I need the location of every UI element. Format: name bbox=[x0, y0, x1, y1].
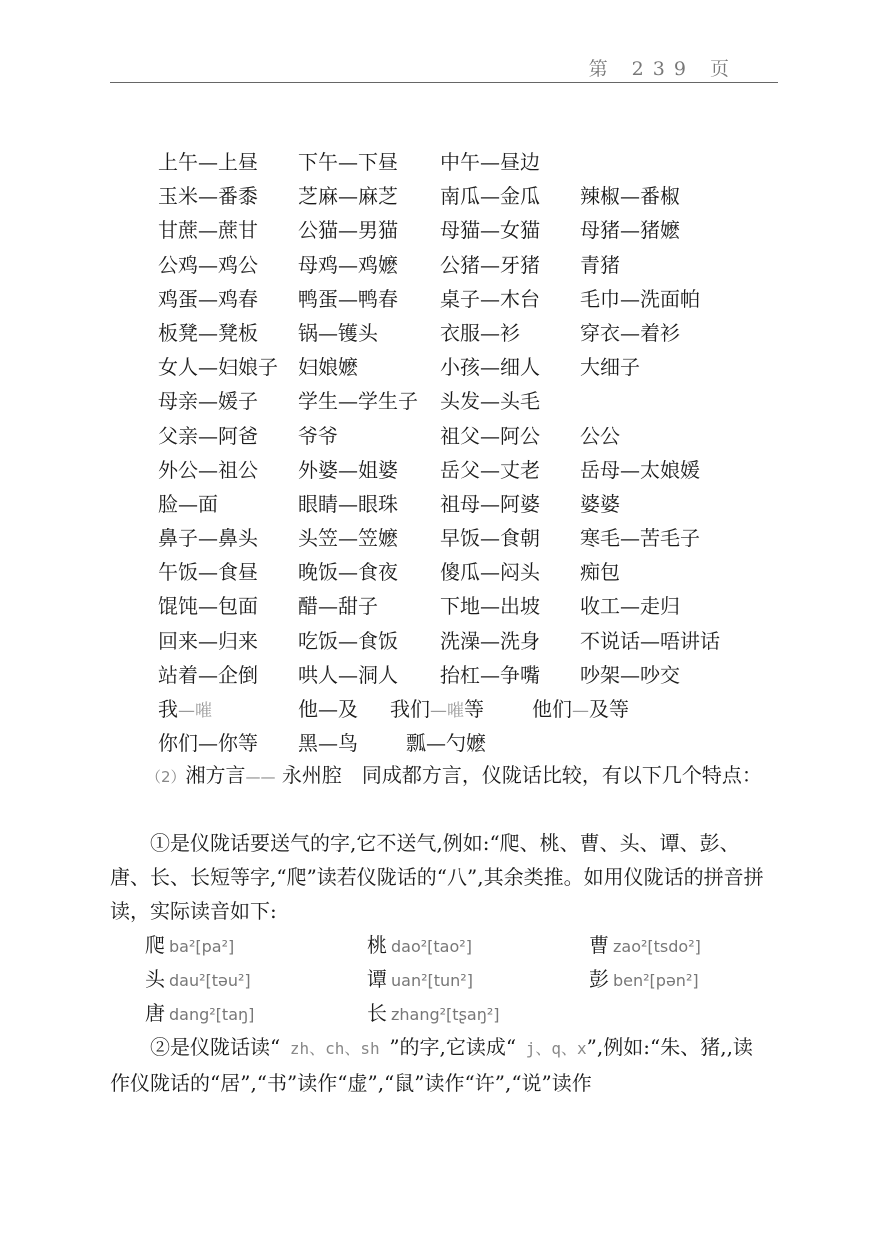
character: 桃 bbox=[367, 933, 387, 957]
vocab-entry: 岳母—太娘媛 bbox=[580, 457, 700, 482]
vocab-entry: 芝麻—麻芝 bbox=[298, 184, 398, 209]
vocab-entry: 公猫—男猫 bbox=[298, 218, 398, 243]
vocab-entry: 他—及 bbox=[298, 697, 358, 721]
vocab-row bbox=[158, 145, 778, 179]
paragraph-retroflex: ②是仪陇话读“ zh、ch、sh ”的字,它读成“ j、q、x”,例如:“朱、猪,,读作仪陇话的“居”,“书”读作“虚”,“鼠”读作“许”,“说”读作 bbox=[110, 1035, 753, 1095]
vocab-row bbox=[158, 419, 778, 453]
pronunciation-table bbox=[145, 928, 775, 1030]
vocab-row bbox=[158, 487, 778, 521]
vocab-entry: 不说话—唔讲话 bbox=[580, 628, 720, 653]
vocab-entry: 午饭—食昼 bbox=[158, 560, 258, 585]
pronunciation-entry bbox=[367, 962, 589, 998]
vocab-entry: 桌子—木台 bbox=[440, 286, 540, 311]
vocab-entry: 鸡蛋—鸡春 bbox=[158, 286, 258, 311]
vocab-row bbox=[158, 316, 778, 350]
vocab-entry: 瓢—勺嬷 bbox=[406, 731, 486, 756]
pinyin-ipa: dang²[taŋ] bbox=[169, 1005, 255, 1024]
pinyin-ipa: ben²[pən²] bbox=[613, 971, 699, 990]
character: 头 bbox=[145, 967, 165, 991]
vocabulary-list bbox=[158, 145, 778, 692]
vocab-entry: 哄人—洞人 bbox=[298, 662, 398, 687]
vocab-entry: 公鸡—鸡公 bbox=[158, 252, 258, 277]
vocab-entry: 下午—下昼 bbox=[298, 150, 398, 174]
vocab-entry: 站着—企倒 bbox=[158, 662, 258, 687]
pronunciation-entry bbox=[367, 996, 589, 1032]
pronunciation-entry bbox=[589, 962, 769, 998]
character: 谭 bbox=[367, 967, 387, 991]
vocabulary-list-tail bbox=[158, 692, 778, 760]
vocab-entry: 公公 bbox=[580, 423, 620, 448]
vocab-row bbox=[158, 248, 778, 282]
vocab-row bbox=[158, 179, 778, 213]
vocab-entry: 外公—祖公 bbox=[158, 457, 258, 482]
vocab-entry: 抬杠—争嘴 bbox=[440, 662, 540, 687]
character: 唐 bbox=[145, 1001, 165, 1025]
vocab-row bbox=[158, 658, 778, 692]
page-header bbox=[110, 48, 778, 83]
vocab-entry: 南瓜—金瓜 bbox=[440, 184, 540, 209]
pronunciation-row bbox=[145, 962, 775, 996]
vocab-entry: 晚饭—食夜 bbox=[298, 560, 398, 585]
vocab-row bbox=[158, 589, 778, 623]
vocab-row bbox=[158, 692, 778, 726]
vocab-entry: 女人—妇娘子 bbox=[158, 355, 278, 380]
paragraph-xiang-dialect: （2）湘方言—— 永州腔 同成都方言，仪陇话比较，有以下几个特点： bbox=[146, 763, 762, 787]
vocab-entry: 小孩—细人 bbox=[440, 355, 540, 380]
vocab-entry: 岳父—丈老 bbox=[440, 457, 540, 482]
vocab-entry: 学生—学生子 bbox=[298, 389, 418, 414]
character: 彭 bbox=[589, 967, 609, 991]
vocab-row bbox=[158, 555, 778, 589]
vocab-row bbox=[158, 384, 778, 418]
vocab-entry: 馄饨—包面 bbox=[158, 594, 258, 619]
vocab-entry: 甘蔗—蔗甘 bbox=[158, 218, 258, 243]
pronunciation-entry bbox=[589, 928, 769, 964]
vocab-row bbox=[158, 624, 778, 658]
vocab-entry: 我们—嗺等 bbox=[390, 697, 484, 721]
vocab-entry: 脸—面 bbox=[158, 491, 218, 516]
vocab-entry: 锅—镬头 bbox=[298, 320, 378, 345]
vocab-entry: 回来—归来 bbox=[158, 628, 258, 653]
vocab-row bbox=[158, 521, 778, 555]
paragraph-aspiration: ①是仪陇话要送气的字,它不送气,例如:“爬、桃、曹、头、谭、彭、唐、长、长短等字,“爬”读若仪陇话的“八”,其余类推。如用仪陇话的拼音拼读，实际读音如下: bbox=[110, 831, 764, 923]
vocab-entry: 母猪—猪嬷 bbox=[580, 218, 680, 243]
vocab-entry: 父亲—阿爸 bbox=[158, 423, 258, 448]
pronunciation-entry bbox=[145, 962, 367, 998]
vocab-entry: 头发—头毛 bbox=[440, 389, 540, 414]
vocab-entry: 毛巾—洗面帕 bbox=[580, 286, 700, 311]
vocab-entry: 中午—昼边 bbox=[440, 150, 540, 174]
vocab-entry: 他们—及等 bbox=[532, 697, 629, 721]
vocab-entry: 外婆—姐婆 bbox=[298, 457, 398, 482]
vocab-entry: 鼻子—鼻头 bbox=[158, 526, 258, 551]
vocab-entry: 早饭—食朝 bbox=[440, 526, 540, 551]
vocab-entry: 痴包 bbox=[580, 560, 620, 585]
vocab-entry: 吃饭—食饭 bbox=[298, 628, 398, 653]
vocab-entry: 眼睛—眼珠 bbox=[298, 491, 398, 516]
vocab-entry: 公猪—牙猪 bbox=[440, 252, 540, 277]
vocab-entry: 母猫—女猫 bbox=[440, 218, 540, 243]
page-number: 第 239 页 bbox=[588, 58, 738, 80]
vocab-row bbox=[158, 282, 778, 316]
vocab-entry: 醋—甜子 bbox=[298, 594, 378, 619]
vocab-entry: 鸭蛋—鸭春 bbox=[298, 286, 398, 311]
pronunciation-row bbox=[145, 996, 775, 1030]
pronunciation-entry bbox=[367, 928, 589, 964]
pinyin-ipa: zhang²[tʂaŋ²] bbox=[391, 1005, 500, 1024]
pinyin-ipa: dao²[tao²] bbox=[391, 937, 472, 956]
vocab-entry: 傻瓜—闷头 bbox=[440, 560, 540, 585]
vocab-entry: 上午—上昼 bbox=[158, 150, 258, 174]
vocab-entry: 大细子 bbox=[580, 355, 640, 380]
pinyin-ipa: uan²[tun²] bbox=[391, 971, 473, 990]
vocab-row bbox=[158, 726, 778, 760]
vocab-entry: 祖父—阿公 bbox=[440, 423, 540, 448]
character: 长 bbox=[367, 1001, 387, 1025]
character: 曹 bbox=[589, 933, 609, 957]
vocab-entry: 爷爷 bbox=[298, 423, 338, 448]
vocab-entry: 板凳—凳板 bbox=[158, 320, 258, 345]
vocab-entry: 黑—鸟 bbox=[298, 731, 358, 756]
pinyin-ipa: ba²[pa²] bbox=[169, 937, 235, 956]
pronunciation-entry bbox=[145, 928, 367, 964]
vocab-entry: 辣椒—番椒 bbox=[580, 184, 680, 209]
vocab-entry: 衣服—衫 bbox=[440, 320, 520, 345]
vocab-entry: 玉米—番黍 bbox=[158, 184, 258, 209]
vocab-entry: 祖母—阿婆 bbox=[440, 491, 540, 516]
vocab-entry: 母亲—媛子 bbox=[158, 389, 258, 414]
pronunciation-entry bbox=[145, 996, 367, 1032]
vocab-entry: 下地—出坡 bbox=[440, 594, 540, 619]
vocab-entry: 洗澡—洗身 bbox=[440, 628, 540, 653]
character: 爬 bbox=[145, 933, 165, 957]
vocab-entry: 婆婆 bbox=[580, 491, 620, 516]
vocab-entry: 你们—你等 bbox=[158, 731, 258, 756]
vocab-entry: 青猪 bbox=[580, 252, 620, 277]
vocab-entry: 我—嗺 bbox=[158, 697, 212, 721]
vocab-entry: 吵架—吵交 bbox=[580, 662, 680, 687]
vocab-row bbox=[158, 453, 778, 487]
vocab-entry: 母鸡—鸡嬷 bbox=[298, 252, 398, 277]
pinyin-ipa: zao²[tsdo²] bbox=[613, 937, 701, 956]
vocab-entry: 寒毛—苦毛子 bbox=[580, 526, 700, 551]
pronunciation-row bbox=[145, 928, 775, 962]
vocab-entry: 妇娘嬷 bbox=[298, 355, 358, 380]
pinyin-ipa: dau²[təu²] bbox=[169, 971, 251, 990]
vocab-entry: 收工—走归 bbox=[580, 594, 680, 619]
vocab-entry: 穿衣—着衫 bbox=[580, 320, 680, 345]
vocab-entry: 头笠—笠嬷 bbox=[298, 526, 398, 551]
vocab-row bbox=[158, 350, 778, 384]
vocab-row bbox=[158, 213, 778, 247]
